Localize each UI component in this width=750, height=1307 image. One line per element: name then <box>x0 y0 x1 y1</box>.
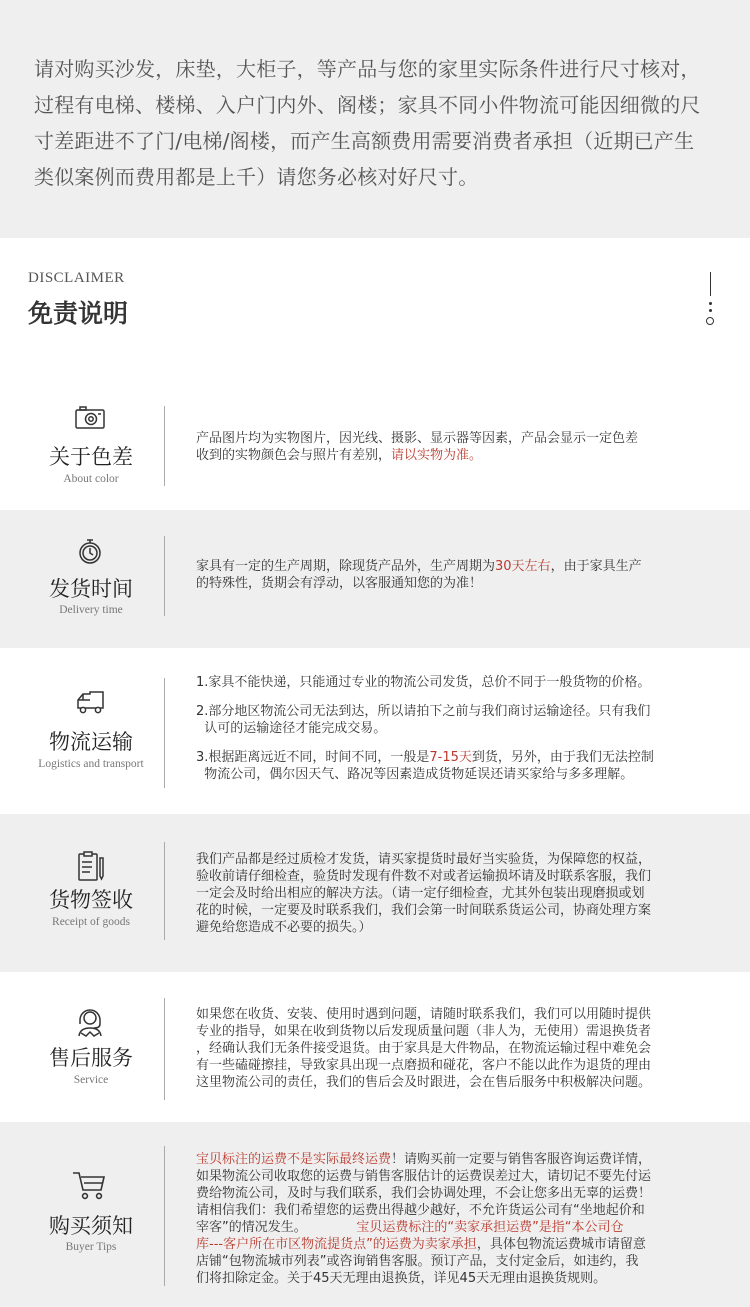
body-line: 有一些磕碰擦挂，导致家具出现一点磨损和碰花，客户不能以此作为退货的理由 <box>196 1058 652 1073</box>
body-line: 们将扣除定金。关于45天无理由退换货，详见45天无理由退换货规则。 <box>196 1271 607 1286</box>
body-line: 这里物流公司的责任，我们的售后会及时跟进，会在售后服务中积极解决问题。 <box>196 1075 652 1090</box>
notice-line: 请对购买沙发，床垫，大柜子，等产品与您的家里实际条件进行尺寸核对， <box>34 57 701 81</box>
body-line: 请相信我们：我们希望您的运费出得越少越好，不允许货运公司有“坐地起价和 <box>196 1203 645 1218</box>
section-logistics <box>0 648 750 814</box>
body-line: 一定会及时给出相应的解决方法。（请一定仔细检查，尤其外包装出现磨损或划 <box>196 886 645 901</box>
notice-line: 类似案例而费用都是上千）请您务必核对好尺寸。 <box>34 165 479 189</box>
body-line: 产品图片均为实物图片，因光线、摄影、显示器等因素，产品会显示一定色差 <box>196 431 639 446</box>
section-delivery-time <box>0 510 750 648</box>
clipboard-icon <box>70 850 110 884</box>
section-buyer-tips <box>0 1122 750 1307</box>
section-body <box>196 851 651 936</box>
disclaimer-heading-en: DISCLAIMER <box>28 270 125 286</box>
body-line: 2.部分地区物流公司无法到达，所以请拍下之前与我们商讨运输途径。只有我们 <box>196 704 651 719</box>
body-line: 收到的实物颜色会与照片有差别，请以实物为准。 <box>196 448 483 463</box>
body-line: ，经确认我们无条件接受退货。由于家具是大件物品，在物流运输过程中难免会 <box>196 1041 652 1056</box>
body-line: 费给物流公司，及时与我们联系，我们会协调处理，不会让您多出无辜的运费！ <box>196 1186 652 1201</box>
section-body <box>196 558 642 592</box>
body-line: 如果物流公司收取您的运费与销售客服估计的运费误差过大，请切记不要先付运 <box>196 1169 652 1184</box>
disclaimer-heading: 免责说明 <box>28 299 129 328</box>
section-subtitle: Receipt of goods <box>52 916 130 928</box>
camera-icon <box>70 404 110 432</box>
section-divider <box>164 842 165 940</box>
headset-icon <box>70 1006 110 1038</box>
body-line: 3.根据距离远近不同，时间不同，一般是7-15天到货，另外，由于我们无法控制 <box>196 750 654 765</box>
section-subtitle: About color <box>63 473 119 485</box>
body-line: 宝贝标注的运费不是实际最终运费！请购买前一定要与销售客服咨询运费详情， <box>196 1152 652 1167</box>
body-line: 如果您在收货、安装、使用时遇到问题，请随时联系我们，我们可以用随时提供 <box>196 1007 652 1022</box>
body-line: 避免给您造成不必要的损失。） <box>196 920 372 935</box>
body-line: 的特殊性，货期会有浮动，以客服通知您的为准！ <box>196 576 483 591</box>
section-subtitle: Service <box>73 1074 109 1086</box>
notice-line: 过程有电梯、楼梯、入户门内外、阁楼；家具不同小件物流可能因细微的尺 <box>34 93 701 117</box>
body-line: 库---客户所在市区物流提货点”的运费为卖家承担，具体包物流运费城市请留意 <box>196 1237 646 1252</box>
section-about-color <box>0 378 750 510</box>
section-body <box>196 1151 651 1287</box>
section-body <box>196 1006 651 1091</box>
body-line: 花的时候，一定要及时联系我们，我们会第一时间联系货运公司，协商处理方案 <box>196 903 652 918</box>
body-line: 认可的运输途径才能完成交易。 <box>196 721 387 736</box>
section-title: 发货时间 <box>49 577 133 601</box>
body-line: 我们产品都是经过质检才发货，请买家提货时最好当实验货，为保障您的权益， <box>196 852 652 867</box>
section-title: 物流运输 <box>49 730 133 754</box>
body-line: 宰客”的情况发生。 宝贝运费标注的“卖家承担运费”是指“本公司仓 <box>196 1220 624 1235</box>
section-divider <box>164 536 165 616</box>
section-title: 售后服务 <box>49 1046 133 1070</box>
cart-icon <box>70 1168 110 1202</box>
section-body <box>196 674 654 783</box>
truck-icon <box>70 688 110 716</box>
section-subtitle: Logistics and transport <box>38 758 144 770</box>
size-check-notice <box>0 0 750 238</box>
body-line: 1.家具不能快递，只能通过专业的物流公司发货，总价不同于一般货物的价格。 <box>196 675 651 690</box>
section-title: 购买须知 <box>49 1214 133 1238</box>
section-subtitle: Delivery time <box>59 604 123 616</box>
section-subtitle: Buyer Tips <box>65 1241 117 1253</box>
body-line: 验收前请仔细检查，验货时发现有件数不对或者运输损坏请及时联系客服，我们 <box>196 869 652 884</box>
section-divider <box>164 406 165 486</box>
section-body <box>196 430 638 464</box>
section-receipt-of-goods <box>0 814 750 972</box>
section-title: 关于色差 <box>49 445 133 469</box>
notice-line: 寸差距进不了门/电梯/阁楼，而产生高额费用需要消费者承担（近期已产生 <box>34 129 695 153</box>
section-divider <box>164 678 165 788</box>
clock-icon <box>70 538 110 566</box>
body-line: 店铺“包物流城市列表”或咨询销售客服。预订产品，支付定金后，如违约，我 <box>196 1254 639 1269</box>
section-service <box>0 972 750 1122</box>
body-line: 专业的指导，如果在收到货物以后发现质量问题（非人为，无使用）需退换货者 <box>196 1024 652 1039</box>
body-line: 家具有一定的生产周期，除现货产品外，生产周期为30天左右，由于家具生产 <box>196 559 642 574</box>
section-title: 货物签收 <box>49 888 133 912</box>
section-divider <box>164 1146 165 1286</box>
body-line: 物流公司，偶尔因天气、路况等因素造成货物延误还请买家给与多多理解。 <box>196 767 634 782</box>
section-divider <box>164 998 165 1100</box>
